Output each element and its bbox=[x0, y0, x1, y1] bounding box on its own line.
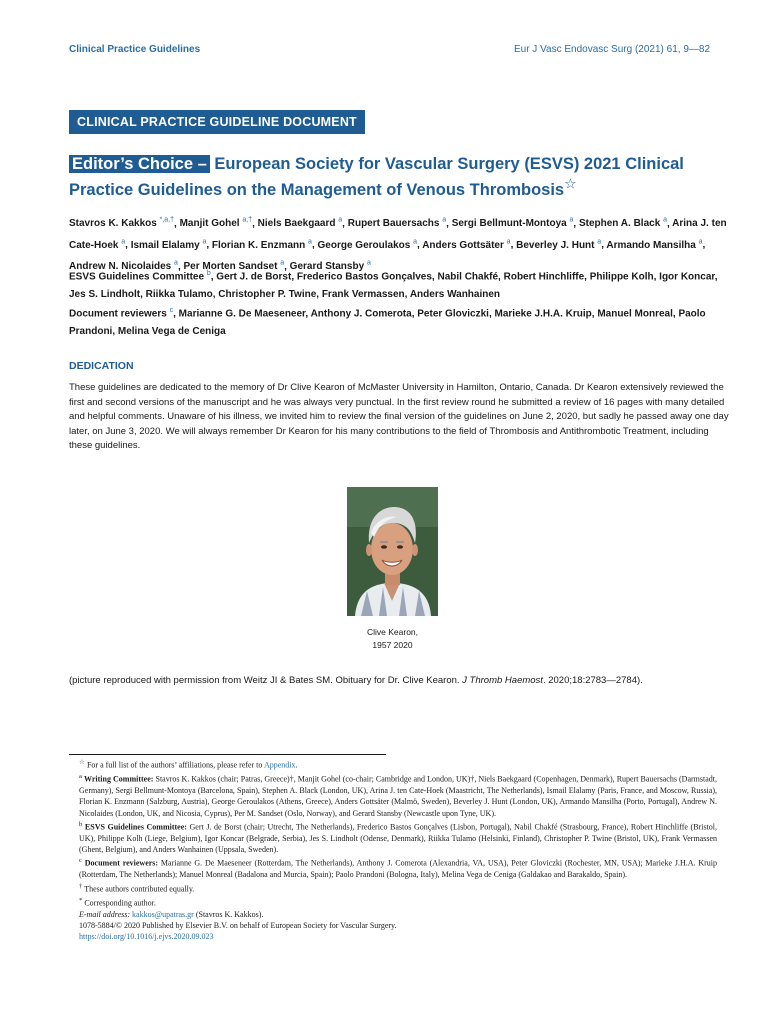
photo-caption-years: 1957 2020 bbox=[372, 640, 413, 650]
footnote-email: E-mail address: kakkos@upatras.gr (Stavros K. Kakkos). bbox=[79, 909, 264, 919]
author-list: Stavros K. Kakkos $^{*,a,\dagger}$, Manjit Gohel $^{a,\dagger}$, Niels Baekgaard $^a$, Rupert Bauersachs $^a$, Sergi Bellmunt-Montoya $^a$, Stephen A. Black $^a$, Arina J. ten Cate-Hoek $^a$, Ismail Elalamy $^a$, Florian K. Enzmann $^a$, George Geroulakos $^a$, Anders Gottsäter $^a$, Beverley J. Hunt $^a$, Armando Mansilha $^a$, Andrew N. Nicolaides $^a$, Per Morten Sandset $^a$, Gerard Stansby $^a$ bbox=[69, 217, 727, 272]
doi-link[interactable]: https://doi.org/10.1016/j.ejvs.2020.09.023 bbox=[79, 932, 214, 942]
author: Gerard Stansby $^a$ bbox=[289, 259, 371, 272]
author: Per Morten Sandset $^a$ bbox=[183, 259, 285, 272]
author: Manjit Gohel $^{a,\dagger}$ bbox=[179, 217, 253, 230]
author: Ismail Elalamy $^a$ bbox=[130, 238, 207, 251]
author: Florian K. Enzmann $^a$ bbox=[211, 238, 312, 251]
author: Anders Gottsäter $^a$ bbox=[422, 238, 511, 251]
running-header-section: Clinical Practice Guidelines bbox=[69, 44, 201, 55]
star-footnote-icon: ☆ bbox=[564, 175, 577, 192]
photo-caption-name: Clive Kearon, bbox=[366, 627, 419, 637]
author: Stavros K. Kakkos $^{*,a,\dagger}$ bbox=[69, 217, 175, 230]
author: Arina J. ten Cate-Hoek $^a$ bbox=[69, 218, 727, 251]
author: Beverley J. Hunt $^a$ bbox=[516, 238, 602, 251]
committee-label: ESVS Guidelines Committee bbox=[69, 271, 205, 283]
reviewers-label: Document reviewers bbox=[69, 308, 167, 320]
journal-name: J Thromb Haemost bbox=[462, 675, 543, 686]
author: Stephen A. Black $^a$ bbox=[578, 217, 667, 230]
document-type-banner: CLINICAL PRACTICE GUIDELINE DOCUMENT bbox=[69, 110, 365, 134]
doi-link-line bbox=[69, 931, 717, 942]
footnote-c: $^c$ Document reviewers: Marianne G. De Maeseneer (Rotterdam, The Netherlands), Anthony J. Comerota (Alexandria, VA, USA), Peter Gloviczki (Rochester, MN, USA); Marieke J.H.A. Kruip (Rotterdam, The Netherlands); Manuel Monreal (Badalona and Murcia, Spain); Paolo Prandoni (Bologna, Italy), Melina Vega de Ceniga (Galdakao and Barakaldo, Spain). bbox=[79, 857, 718, 880]
article-title bbox=[69, 151, 729, 203]
dedication-text: These guidelines are dedicated to the memory of Dr Clive Kearon of McMaster University in Hamilton, Ontario, Canada. Dr Kearon extensively reviewed the first and second versions of the manuscript and he was always very punctual. In the first review round he submitted a review of 16 pages with many detailed and helpful comments. Unaware of his illness, we invited him to review the final version of the guidelines on June 2, 2020, but sadly he passed away one day later, on June 3, 2020. We will always remember Dr Kearon for his many contributions to the field of Thrombosis and Antithrombotic Treatment, including these guidelines. bbox=[69, 382, 729, 451]
author: Rupert Bauersachs $^a$ bbox=[347, 217, 447, 230]
reviewers-names: Marianne G. De Maeseneer, Anthony J. Comerota, Peter Gloviczki, Marieke J.H.A. Kruip, Manuel Monreal, Paolo Prandoni, Melina Vega de Ceniga bbox=[69, 308, 706, 338]
copyright-line: 1078-5884/© 2020 Published by Elsevier B.V. on behalf of European Society for Vascular Surgery. bbox=[79, 920, 397, 930]
author: Armando Mansilha $^a$ bbox=[606, 238, 703, 251]
footnote-dagger: † These authors contributed equally. bbox=[79, 882, 195, 894]
author: Sergi Bellmunt-Montoya $^a$ bbox=[451, 217, 574, 230]
photo-caption bbox=[340, 626, 445, 652]
footnote-a: $^a$ Writing Committee: Stavros K. Kakkos (chair; Patras, Greece)†, Manjit Gohel (co-chair; Cambridge and London, UK)†, Niels Baekgaard (Copenhagen, Denmark), Rupert Bauersachs (Darmstadt, Germany), Sergi Bellmunt-Montoya (Barcelona, Spain), Stephen A. Black (London, UK), Arina J. ten Cate-Hoek (Maastricht, The Netherlands), Ismail Elalamy (Paris, France, and Moscow, Russia), Florian K. Enzmann (Salzburg, Austria), George Geroulakos (Athens, Greece), Anders Gottsäter (Malmö, Sweden), Beverley J. Hunt (London, UK), Armando Mansilha (Porto, Portugal), Andrew N. Nicolaides (London, UK, and Nicosia, Cyprus), Per M. Sandset (Oslo, Norway), and Gerard Stansby (Newcastle upon Tyne, UK). bbox=[79, 772, 717, 818]
running-header-citation: Eur J Vasc Endovasc Surg (2021) 61, 9—82 bbox=[513, 44, 710, 55]
editors-choice-label: Editor’s Choice – bbox=[69, 155, 210, 173]
portrait-photo bbox=[347, 487, 438, 616]
footnotes bbox=[69, 757, 717, 942]
dedication-heading: DEDICATION bbox=[69, 360, 134, 372]
title-text: European Society for Vascular Surgery (ESVS) 2021 Clinical Practice Guidelines on the Management of Venous Thrombosis bbox=[69, 155, 684, 199]
author: George Geroulakos $^a$ bbox=[317, 238, 417, 251]
footnote-star: ☆ For a full list of the authors’ affiliations, please refer to Appendix. bbox=[79, 759, 298, 770]
portrait-illustration bbox=[347, 487, 438, 616]
author: Andrew N. Nicolaides $^a$ bbox=[69, 259, 178, 272]
footnote-b: $^b$ ESVS Guidelines Committee: Gert J. de Borst (chair; Utrecht, The Netherlands), Frederico Bastos Gonçalves (Lisbon, Portugal), Nabil Chakfé (Strasbourg, France), Robert Hinchliffe (Bristol, UK), Philippe Kolh (Liege, Belgium), Igor Koncar (Belgrade, Serbia), Jes S. Lindholt (Odense, Denmark), Riikka Tulamo (Helsinki, Finland), Christopher P. Twine (Bristol, UK), Frank Vermassen (Ghent, Belgium), and Anders Wanhainen (Uppsala, Sweden). bbox=[79, 820, 718, 855]
committee-names: Gert J. de Borst, Frederico Bastos Gonçalves, Nabil Chakfé, Robert Hinchliffe, Philippe Kolh, Igor Koncar, Jes S. Lindholt, Riikka Tulamo, Christopher P. Twine, Frank Vermassen, Anders Wanhainen bbox=[69, 271, 718, 301]
appendix-link[interactable]: Appendix bbox=[263, 760, 296, 770]
email-link[interactable]: kakkos@upatras.gr bbox=[132, 909, 194, 919]
guidelines-committee: ESVS Guidelines Committee $^b$, Gert J. de Borst, Frederico Bastos Gonçalves, Nabil Chakfé, Robert Hinchliffe, Philippe Kolh, Igor Koncar, Jes S. Lindholt, Riikka Tulamo, Christopher P. Twine, Frank Vermassen, Anders Wanhainen bbox=[69, 270, 718, 301]
footnote-corresponding: * Corresponding author. bbox=[79, 896, 156, 908]
author: Niels Baekgaard $^a$ bbox=[257, 217, 343, 230]
footnote-divider bbox=[69, 754, 386, 755]
photo-permission-note: (picture reproduced with permission from Weitz JI & Bates SM. Obituary for Dr. Clive Kearon. J Thromb Haemost. 2020;18:2783—2784). bbox=[69, 675, 643, 686]
document-reviewers: Document reviewers $^c$, Marianne G. De Maeseneer, Anthony J. Comerota, Peter Gloviczki, Marieke J.H.A. Kruip, Manuel Monreal, Paolo Prandoni, Melina Vega de Ceniga bbox=[69, 307, 706, 338]
